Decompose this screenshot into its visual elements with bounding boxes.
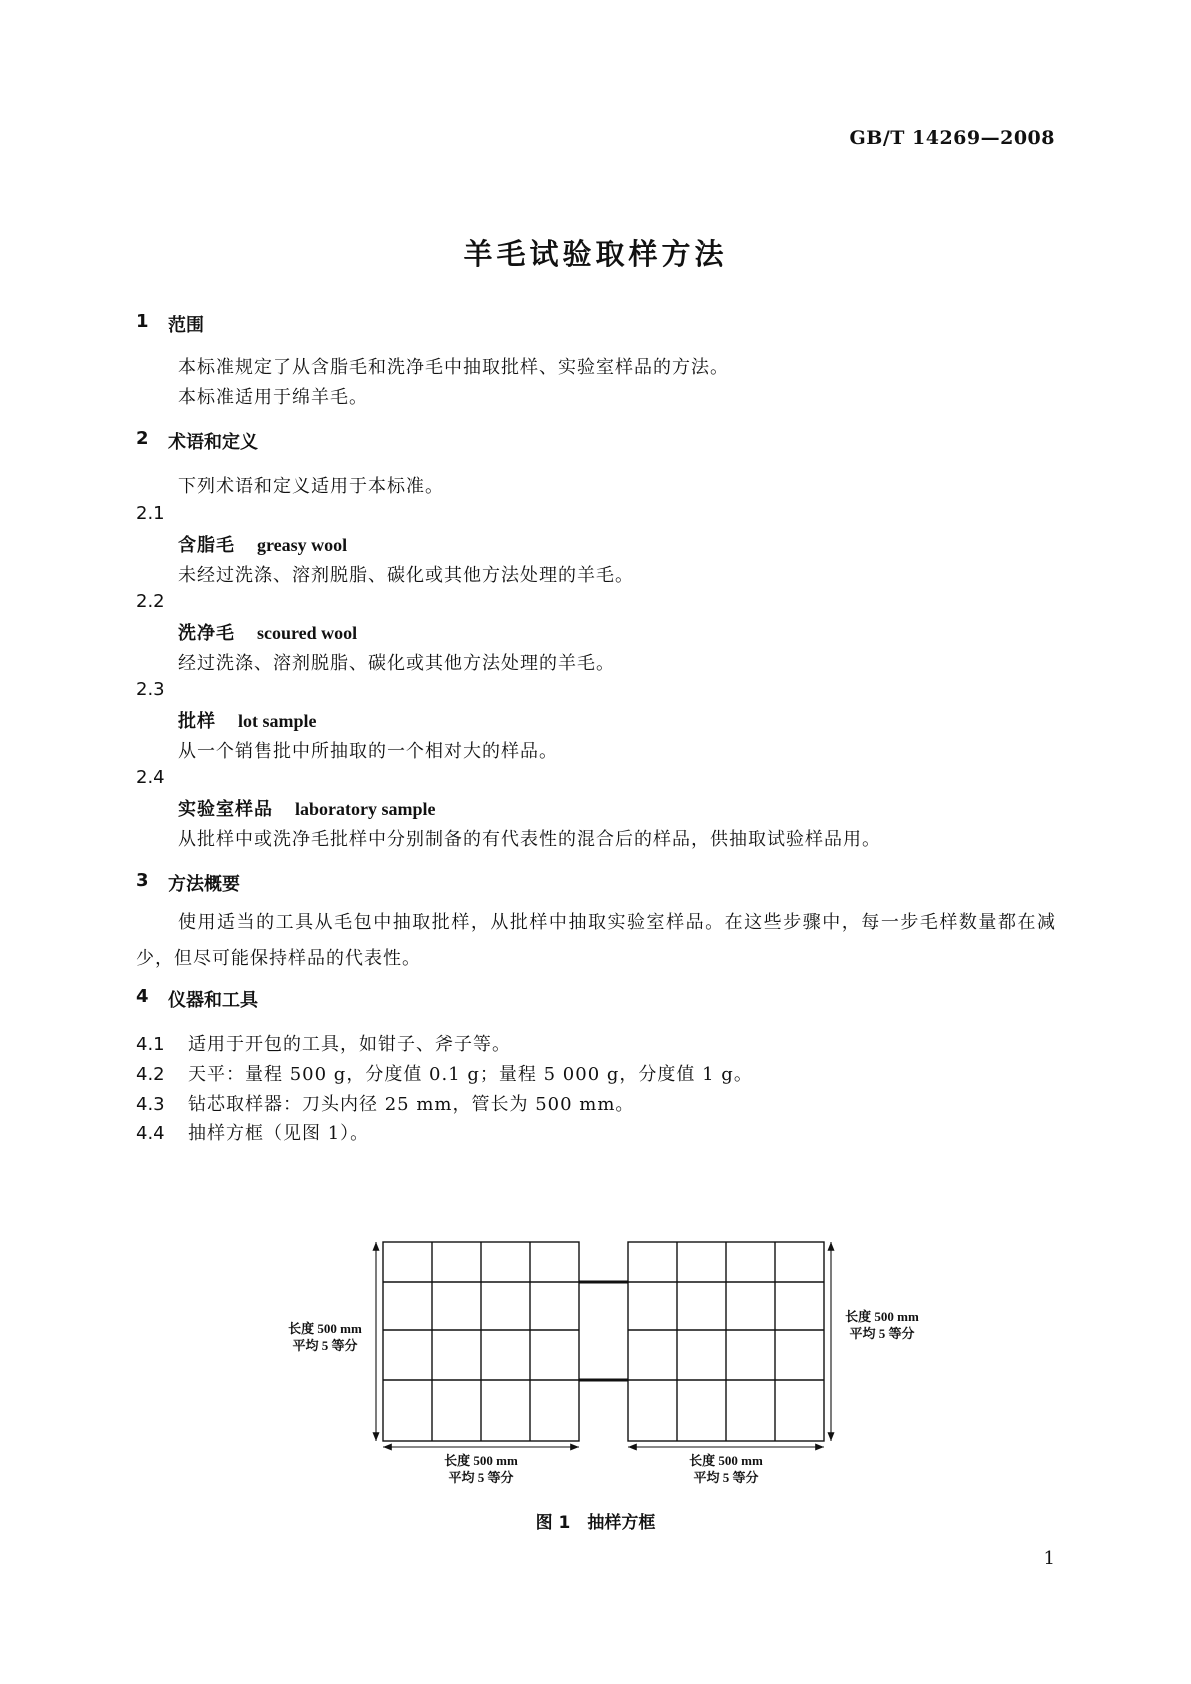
term-definition: 未经过洗涤、溶剂脱脂、碳化或其他方法处理的羊毛。: [178, 565, 634, 586]
item-text: 抽样方框（见图 1）。: [188, 1123, 370, 1144]
term-number: 2.1: [136, 503, 165, 524]
item-text: 钻芯取样器：刀头内径 25 mm，管长为 500 mm。: [188, 1094, 635, 1115]
left-height-label: [280, 1320, 370, 1354]
section-number: 4: [136, 986, 149, 1007]
section-number: 1: [136, 311, 149, 332]
term-en: scoured wool: [257, 623, 358, 643]
paragraph: 使用适当的工具从毛包中抽取批样，从批样中抽取实验室样品。在这些步骤中，每一步毛样数量都在减少，但尽可能保持样品的代表性。: [136, 912, 1056, 969]
item-number: 4.3: [136, 1094, 165, 1115]
item-text: 天平：量程 500 g，分度值 0.1 g；量程 5 000 g，分度值 1 g。: [188, 1064, 753, 1085]
document-title: 羊毛试验取样方法: [463, 237, 728, 271]
section-title: 术语和定义: [168, 432, 258, 453]
label-line: 长度 500 mm: [444, 1453, 518, 1468]
term-en: lot sample: [238, 711, 317, 731]
section-number: 3: [136, 870, 149, 891]
term-en: laboratory sample: [295, 799, 436, 819]
label-line: 长度 500 mm: [845, 1309, 919, 1324]
standard-code: GB/T 14269—2008: [849, 127, 1055, 149]
term-zh: 含脂毛: [178, 535, 235, 556]
section-title: 范围: [168, 315, 204, 336]
label-line: 平均 5 等分: [693, 1470, 759, 1485]
term-definition: 经过洗涤、溶剂脱脂、碳化或其他方法处理的羊毛。: [178, 653, 615, 674]
paragraph: 本标准规定了从含脂毛和洗净毛中抽取批样、实验室样品的方法。: [178, 357, 729, 378]
term-definition: 从一个销售批中所抽取的一个相对大的样品。: [178, 741, 558, 762]
label-line: 平均 5 等分: [448, 1470, 514, 1485]
item-text: 适用于开包的工具，如钳子、斧子等。: [188, 1034, 511, 1055]
right-width-label: [676, 1452, 776, 1486]
term-number: 2.2: [136, 591, 165, 612]
term-number: 2.4: [136, 767, 165, 788]
label-line: 长度 500 mm: [288, 1321, 362, 1336]
item-number: 4.1: [136, 1034, 165, 1055]
label-line: 平均 5 等分: [292, 1338, 358, 1353]
item-number: 4.2: [136, 1064, 165, 1085]
term-zh: 实验室样品: [178, 799, 273, 820]
item-number: 4.4: [136, 1123, 165, 1144]
section-number: 2: [136, 428, 149, 449]
page-number: 1: [1043, 1548, 1055, 1569]
label-line: 长度 500 mm: [689, 1453, 763, 1468]
term-en: greasy wool: [257, 535, 348, 555]
term-definition: 从批样中或洗净毛批样中分别制备的有代表性的混合后的样品，供抽取试验样品用。: [178, 829, 881, 850]
section-title: 方法概要: [168, 874, 240, 895]
left-width-label: [431, 1452, 531, 1486]
term-number: 2.3: [136, 679, 165, 700]
label-line: 平均 5 等分: [849, 1326, 915, 1341]
paragraph: 本标准适用于绵羊毛。: [178, 387, 368, 408]
figure-caption: 图 1 抽样方框: [535, 1513, 656, 1533]
term-zh: 洗净毛: [178, 623, 235, 644]
right-height-label: [837, 1308, 927, 1342]
section-title: 仪器和工具: [168, 990, 258, 1011]
paragraph: 下列术语和定义适用于本标准。: [178, 476, 444, 497]
term-zh: 批样: [178, 711, 216, 732]
